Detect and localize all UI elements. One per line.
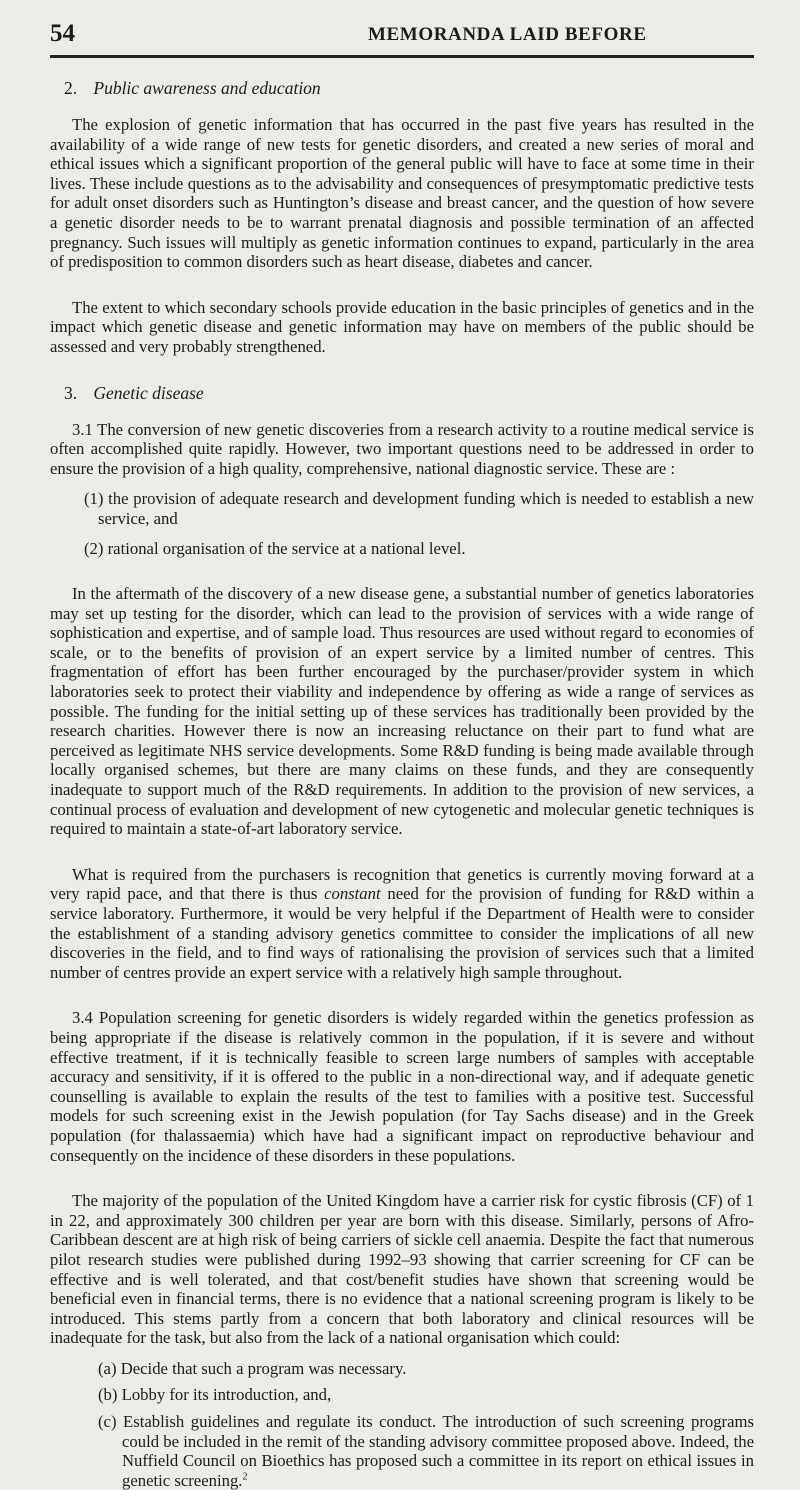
list-item-text: (c) Establish guidelines and regulate its conduct. The introduction of such screening programs could be included in the remit of the standing advisory committee proposed above. Indeed, the Nuffield Council on Bioethics has proposed such a committee in its report on ethical issues in genetic screening. [98, 1412, 754, 1490]
list-item: (a) Decide that such a program was necessary. [98, 1358, 407, 1378]
section-2-title: Public awareness and education [93, 78, 321, 98]
footnote-reference: 2 [242, 1471, 248, 1483]
header-rule [50, 55, 754, 58]
list-item: (1) the provision of adequate research and development funding which is needed to establish a new service, and [84, 489, 754, 528]
list-item: (2) rational organisation of the service at a national level. [84, 538, 466, 558]
paragraph: The extent to which secondary schools provide education in the basic principles of genetics and in the impact which genetic disease and genetic information may have on members of the public should be assessed and very probably strengthened. [50, 297, 754, 356]
paragraph: In the aftermath of the discovery of a new disease gene, a substantial number of genetics laboratories may set up testing for the disorder, which can lead to the provision of services with a wide range of sophistication and expertise, and of sample load. Thus resources are used without regard to economies of scale, or to the benefits of provision of an expert service by a limited number of centres. This fragmentation of effort has been further encouraged by the purchaser/provider system in which laboratories seek to protect their viability and independence by offering as wide a range of services as possible. The funding for the initial setting up of these services has traditionally been provided by the research charities. However there is now an increasing reluctance on their part to fund what are perceived as legitimate NHS service developments. Some R&D funding is being made available through locally organised schemes, but there are many claims on these funds, and they are consequently inadequate to support much of the R&D requirements. In addition to the provision of new services, a continual process of evaluation and development of new cytogenetic and molecular genetic techniques is required to maintain a state-of-art laboratory service. [50, 584, 754, 839]
page-header [50, 0, 754, 66]
paragraph [50, 865, 754, 983]
emphasis-text: constant [324, 884, 381, 904]
section-3-title: Genetic disease [93, 382, 204, 403]
section-3-heading [64, 383, 754, 404]
paragraph-text: What is required from the purchasers is recognition that genetics is currently moving forward at a very rapid pace, and that there is thus [50, 864, 754, 904]
section-3-number: 3. [64, 382, 78, 403]
paragraph: The explosion of genetic information that has occurred in the past five years has resulted in the availability of a wide range of new tests for genetic disorders, and created a new series of moral and ethical issues which a significant proportion of the general public will have to face at some time in their lives. These include questions as to the advisability and consequences of presymptomatic predictive tests for adult onset disorders such as Huntington’s disease and breast cancer, and the question of how severe a genetic disorder needs to be to warrant prenatal diagnosis and possible termination of an affected pregnancy. Such issues will multiply as genetic information continues to expand, particularly in the area of predisposition to common disorders such as heart disease, diabetes and cancer. [50, 115, 754, 272]
section-2-heading [64, 78, 754, 99]
list-item [50, 1412, 754, 1490]
section-2-number: 2. [64, 78, 78, 98]
list-item: (b) Lobby for its introduction, and, [98, 1385, 332, 1405]
page-number: 54 [50, 20, 75, 47]
paragraph-text: need for the provision of funding for R&D within a service laboratory. Furthermore, it would be very helpful if the Department of Health were to consider the establishment of a standing advisory genetics committee to consider the implications of all new discoveries in the field, and to find ways of rationalising the provision of services such that a limited number of centres provide an expert service with a relatively high sample throughout. [50, 884, 754, 982]
paragraph-3-1: 3.1 The conversion of new genetic discoveries from a research activity to a routine medical service is often accomplished quite rapidly. However, two important questions need to be addressed in order to ensure the provision of a high quality, comprehensive, national diagnostic service. These are : [50, 419, 754, 478]
running-head: MEMORANDA LAID BEFORE [368, 24, 647, 45]
paragraph: The majority of the population of the United Kingdom have a carrier risk for cystic fibrosis (CF) of 1 in 22, and approximately 300 children per year are born with this disease. Similarly, persons of Afro-Caribbean descent are at high risk of being carriers of sickle cell anaemia. Despite the fact that numerous pilot research studies were published during 1992–93 showing that carrier screening for CF can be effective and is well tolerated, and that cost/benefit studies have shown that screening would be beneficial even in financial terms, there is no evidence that a national screening program is likely to be introduced. This stems partly from a concern that both laboratory and clinical resources will be inadequate for the task, but also from the lack of a national organisation which could: [50, 1191, 754, 1348]
paragraph-3-4: 3.4 Population screening for genetic disorders is widely regarded within the genetics profession as being appropriate if the disease is relatively common in the population, if it is severe and without effective treatment, if it is technically feasible to screen large numbers of samples with acceptable accuracy and sensitivity, if it is offered to the public in a non-directional way, and if adequate genetic counselling is available to explain the results of the test to families with a positive test. Successful models for such screening exist in the Jewish population (for Tay Sachs disease) and in the Greek population (for thalassaemia) which have had a significant impact on reproductive behaviour and consequently on the incidence of these disorders in these populations. [50, 1008, 754, 1165]
